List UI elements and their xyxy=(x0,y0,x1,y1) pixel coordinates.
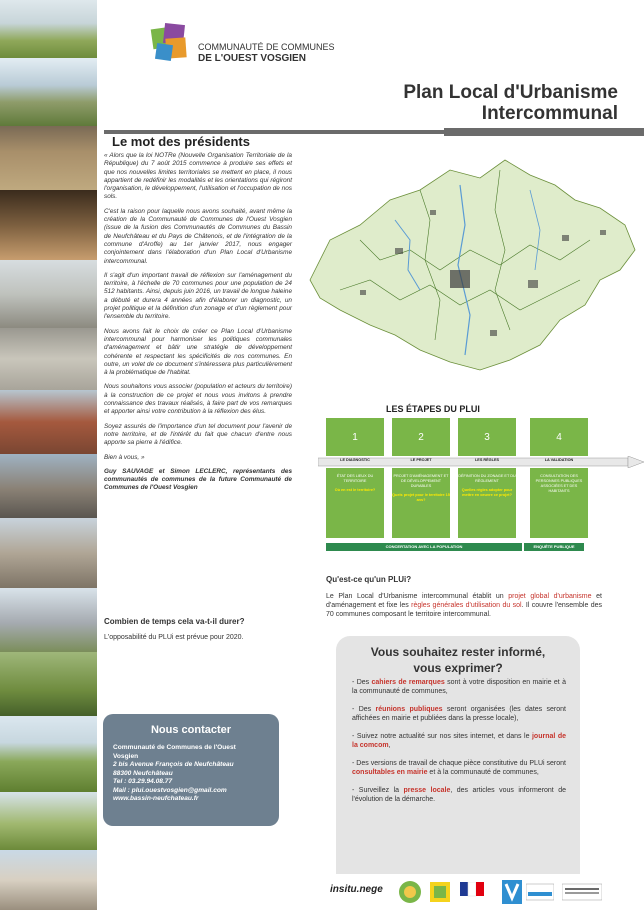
inform-highlight: consultables en mairie xyxy=(352,769,428,776)
step-1-desc: ÉTAT DES LIEUX DU TERRITOIRE xyxy=(336,474,374,483)
contact-details xyxy=(113,744,236,804)
partner-logos xyxy=(326,878,644,906)
republic-flag-icon xyxy=(460,882,484,902)
inform-highlight: presse locale xyxy=(403,787,451,794)
step-3-desc: DÉFINITION DU ZONAGE ET DU RÈGLEMENT xyxy=(458,474,516,483)
letter-paragraph: Soyez assurés de l'importance d'un tel document pour l'avenir de notre territoire, et de l'intérêt du fait que chacun d'entre nous apporte sa pierre à l'édifice. xyxy=(104,422,292,447)
enquete-bar: ENQUÊTE PUBLIQUE xyxy=(524,543,584,551)
letter-closing: Bien à vous, » xyxy=(104,453,145,461)
photo-landscape-1 xyxy=(0,0,97,58)
letter-paragraph: C'est la raison pour laquelle nous avons souhaité, avant même la création de la Communauté de Communes de l'Ouest Vosgien (issue de la fusion des Communautés de Communes du Bassin de Neufchâteau et du Pays de Châtenois, et de l'intégration de la commune d'Aroffe) au 1er janvier 2017, nous engager conjointement dans l'élaboration d'un Plan Local d'Urbanisme intercommunal. xyxy=(104,207,292,265)
letter-paragraph: Il s'agit d'un important travail de réflexion sur l'aménagement du territoire, à l'échelle de 70 communes pour une population de 24 512 habitants. Ainsi, depuis juin 2016, un travail de longue haleine a débuté et durera 4 années afin d'élaborer un diagnostic, un projet politique et la définition d'un zonage et d'un règlement pour l'ensemble du territoire. xyxy=(104,271,292,321)
contact-city: 88300 Neufchâteau xyxy=(113,769,173,777)
photo-strip xyxy=(0,0,97,910)
duration-answer: L'opposabilité du PLUi est prévue pour 2020. xyxy=(104,634,244,641)
step-3-label: LES RÈGLES xyxy=(474,458,500,462)
inform-text: et à la communauté de communes, xyxy=(427,769,539,776)
step-2-details xyxy=(392,468,450,538)
step-1-number: 1 xyxy=(326,418,384,456)
stay-informed-box xyxy=(336,636,580,874)
inform-text: - Des versions de travail de chaque pièce constitutive du PLUi seront xyxy=(352,760,566,767)
vosges-department-logo-icon xyxy=(526,882,554,902)
contact-phone: Tel : 03.29.94.08.77 xyxy=(113,778,173,785)
step-4-desc: CONSULTATION DES PERSONNES PUBLIQUES ASSOCIÉES ET DES HABITANTS xyxy=(535,474,583,493)
inform-text: sont à votre disposition en mairie et à la communauté de communes, xyxy=(352,679,566,695)
plui-highlight: règles générales d'utilisation du sol xyxy=(411,602,522,609)
photo-meadow xyxy=(0,716,97,792)
contact-heading: Nous contacter xyxy=(150,724,232,736)
brand-logo xyxy=(150,22,350,74)
contact-line: Communauté de Communes de l'Ouest xyxy=(113,744,236,751)
presidents-letter xyxy=(104,152,292,499)
photo-interior xyxy=(0,190,97,260)
step-2-desc: PROJET D'AMÉNAGEMENT ET DE DÉVELOPPEMENT DURABLES xyxy=(393,474,449,488)
step-3-number: 3 xyxy=(458,418,516,456)
step-3-details xyxy=(458,468,516,538)
inform-text: , des articles vous informeront de l'évolution de la démarche. xyxy=(352,787,566,803)
photo-hill-village xyxy=(0,58,97,126)
plui-highlight: projet global d'urbanisme xyxy=(508,593,592,600)
concertation-bar: CONCERTATION AVEC LA POPULATION xyxy=(326,543,522,551)
plui-question: Qu'est-ce qu'un PLUi? xyxy=(326,575,412,584)
community-logo-icon xyxy=(150,22,194,66)
brand-line-2: DE L'OUEST VOSGIEN xyxy=(198,53,306,64)
label-logo-icon xyxy=(428,880,452,904)
plui-answer xyxy=(326,592,602,619)
inform-text: , xyxy=(388,742,391,749)
photo-field xyxy=(0,126,97,190)
inform-text: - Suivez notre actualité sur nos sites internet, et dans le xyxy=(352,733,532,740)
letter-paragraph: Nous souhaitons vous associer (population et acteurs du territoire) à la construction de ce projet et nous vous invitons à prendre connaissance des travaux réalisés, à faire part de vos remarques et apporter ainsi votre contribution à la réflexion des élus. xyxy=(104,383,292,416)
photo-square xyxy=(0,518,97,588)
contact-address: 2 bis Avenue François de Neufchâteau xyxy=(113,761,234,768)
step-1-label: LE DIAGNOSTIC xyxy=(340,458,370,462)
contact-website[interactable]: www.bassin-neufchateau.fr xyxy=(113,795,199,802)
contact-line: Vosgien xyxy=(113,752,139,760)
brand-text xyxy=(198,42,335,64)
step-4-details xyxy=(530,468,588,538)
page-title xyxy=(403,82,618,124)
territory-map xyxy=(300,130,644,388)
inform-text: - Des xyxy=(352,679,372,686)
letter-signature: Guy SAUVAGE et Simon LECLERC, représentants des communautés de communes de la future Communauté de Communes de l'Ouest Vosgien xyxy=(104,467,292,492)
inform-text: - Des xyxy=(352,706,376,713)
inform-item xyxy=(352,732,566,750)
photo-valley xyxy=(0,652,97,716)
photo-stone-carving xyxy=(0,328,97,390)
inform-item xyxy=(352,759,566,777)
photo-hillside xyxy=(0,792,97,850)
step-2-question: Quels projet pour le territoire 15 ans? xyxy=(392,493,450,502)
presidents-heading: Le mot des présidents xyxy=(112,134,250,149)
title-line-1: Plan Local d'Urbanisme xyxy=(403,82,618,103)
inform-heading xyxy=(336,644,580,676)
steps-diagram xyxy=(318,412,644,562)
partner-badge-icon xyxy=(398,880,422,904)
inform-item xyxy=(352,786,566,804)
photo-street xyxy=(0,260,97,328)
photo-monument xyxy=(0,588,97,652)
plui-text: . Il couvre l'ensemble des 70 communes composant le territoire intercommunal. xyxy=(326,602,602,618)
plui-text: Le Plan Local d'Urbanisme intercommunal établit un xyxy=(326,593,509,600)
inform-text: seront organisées (les dates seront affichées en mairie et publiées dans la presse locale), xyxy=(352,706,566,722)
contact-email[interactable]: Mail : plui.ouestvosgien@gmail.com xyxy=(113,786,227,794)
inform-heading-line-2: vous exprimer? xyxy=(413,661,503,675)
step-4-number: 4 xyxy=(530,418,588,456)
inform-highlight: réunions publiques xyxy=(375,706,443,713)
letter-paragraph: Nous avons fait le choix de créer ce Plan Local d'Urbanisme intercommunal pour harmoniser les politiques communales d'aménagement et bâtir une stratégie de développement cohérente et respectant les spécificités de nos communes. En outre, un volet de ce document s'intéressera plus particulièrement à la problématique de l'habitat. xyxy=(104,327,292,377)
brand-line-1: COMMUNAUTÉ DE COMMUNES xyxy=(198,42,335,52)
region-logo-icon xyxy=(562,882,602,902)
contact-box xyxy=(103,714,279,826)
inform-list xyxy=(352,678,566,813)
inform-heading-line-1: Vous souhaitez rester informé, xyxy=(370,645,546,659)
duration-question: Combien de temps cela va-t-il durer? xyxy=(104,617,245,626)
inform-highlight: journal de la comcom xyxy=(352,733,566,749)
step-2-label: LE PROJET xyxy=(410,458,432,462)
vosges-logo-icon xyxy=(502,880,522,904)
step-2-number: 2 xyxy=(392,418,450,456)
photo-town-street xyxy=(0,454,97,518)
steps-heading: LES ÉTAPES DU PLUI xyxy=(386,404,480,414)
plui-text: et d'aménagement et fixe les xyxy=(326,593,602,609)
step-4-label: LA VALIDATION xyxy=(544,458,574,462)
step-1-details xyxy=(326,468,384,538)
inform-item xyxy=(352,705,566,723)
step-3-question: Quelles règles adopter pour mettre en oeuvre ce projet? xyxy=(461,488,513,497)
title-line-2: Intercommunal xyxy=(481,103,618,124)
insitu-logo: insitu.nege xyxy=(330,884,383,895)
inform-item xyxy=(352,678,566,696)
inform-highlight: cahiers de remarques xyxy=(371,679,445,686)
letter-paragraph: « Alors que la loi NOTRe (Nouvelle Organisation Territoriale de la République) du 7 août 2015 commence à produire ses effets et que nos nouvelles limites territoriales se mettent en place, il nous appartient de redéfinir les modalités et les orientations qui régiront l'organisation, le développement, l'utilisation et l'occupation de nos sols. xyxy=(104,152,292,201)
step-1-question: Où en est le territoire? xyxy=(334,488,376,492)
inform-text: - Surveillez la xyxy=(352,787,404,794)
photo-roofs xyxy=(0,390,97,454)
photo-houses xyxy=(0,850,97,910)
